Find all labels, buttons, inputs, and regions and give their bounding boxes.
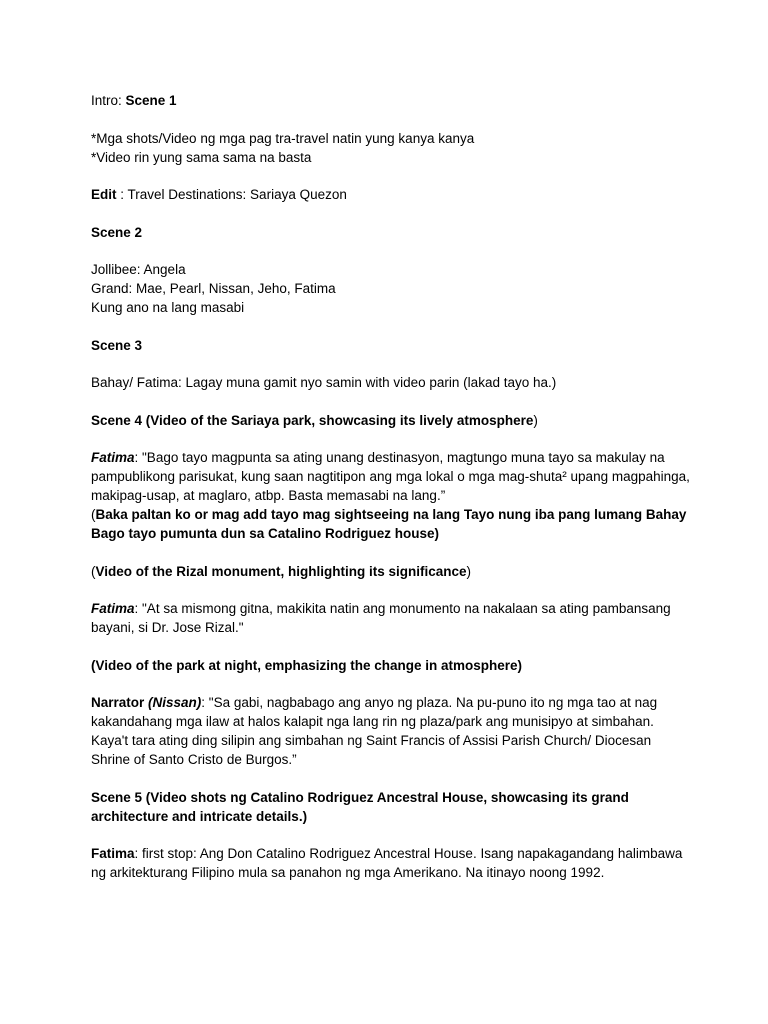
narrator-label: Narrator xyxy=(91,695,149,710)
document-page xyxy=(91,91,691,882)
intro-video-line: *Video rin yung sama sama na basta xyxy=(91,149,312,165)
scene2-line: Jollibee: Angela xyxy=(91,262,186,277)
edit-label: Edit xyxy=(91,187,117,202)
scene2-heading: Scene 2 xyxy=(91,224,143,240)
dialogue-text: : "At sa mismong gitna, makikita natin ang monumento na nakalaan sa ating pambansang bayani, si Dr. Jose Rizal." xyxy=(91,601,671,635)
cue-text: Video of the Rizal monument, highlighting its significance xyxy=(95,563,467,579)
dialogue-text: : "Bago tayo magpunta sa ating unang destinasyon, magtungo muna tayo sa makulay na pampublikong parisukat, kung saan nagtitipon ang mga lokal o mga mag-shuta² upang magpahinga, makipag-usap, at maglaro, atbp. Basta memasabi na lang.” xyxy=(91,450,690,503)
scene4-heading-text: Scene 4 (Video of the Sariaya park, showcasing its lively atmosphere xyxy=(91,412,534,428)
intro-line xyxy=(91,91,691,110)
cue-open: ( xyxy=(91,563,96,579)
scene3-line: Bahay/ Fatima: Lagay muna gamit nyo samin with video parin (lakad tayo ha.) xyxy=(91,375,557,390)
rizal-cue xyxy=(91,562,691,581)
speaker-name: Fatima xyxy=(91,601,135,616)
scene2-line: Grand: Mae, Pearl, Nissan, Jeho, Fatima xyxy=(91,281,336,296)
scene4-heading xyxy=(91,411,691,430)
dialogue-text: : first stop: Ang Don Catalino Rodriguez Ancestral House. Isang napakagandang halimbawa ng arkitekturang Filipino mula sa panahon ng mga Amerikano. Na itinayo noong 1992. xyxy=(91,846,683,880)
fatima-dialogue-3 xyxy=(91,844,691,882)
fatima-dialogue-1 xyxy=(91,448,691,505)
dialogue-text: : "Sa gabi, nagbabago ang anyo ng plaza. Na pu-puno ito ng mga tao at nag kakandahang mga ilaw at halos kalapit nga lang rin ng plaza/park ang munisipyo at simbahan. Kaya't tara ating ding silipin ang simbahan ng Saint Francis of Assisi Parish Church/ Diocesan Shrine of Santo Cristo de Burgos.” xyxy=(91,695,658,767)
night-cue: (Video of the park at night, emphasizing the change in atmosphere) xyxy=(91,657,523,673)
edit-line xyxy=(91,185,691,204)
fatima-dialogue-2 xyxy=(91,599,691,637)
intro-scene-heading: Scene 1 xyxy=(125,93,177,108)
speaker-name: Fatima xyxy=(91,846,135,861)
cue-close: ) xyxy=(466,563,472,579)
note-text: Baka paltan ko or mag add tayo mag sightseeing na lang Tayo nung iba pang lumang Bahay Bago tayo pumunta dun sa Catalino Rodriguez house) xyxy=(91,507,687,541)
narrator-name: (Nissan) xyxy=(148,695,202,710)
scene4-heading-close: ) xyxy=(533,412,538,428)
edit-text: : Travel Destinations: Sariaya Quezon xyxy=(116,187,347,202)
scene5-heading: Scene 5 (Video shots ng Catalino Rodriguez Ancestral House, showcasing its grand architecture and intricate details.) xyxy=(91,789,629,824)
narrator-dialogue xyxy=(91,693,691,769)
note-open: ( xyxy=(91,507,96,522)
intro-shots-line: *Mga shots/Video ng mga pag tra-travel natin yung kanya kanya xyxy=(91,130,475,146)
intro-label: Intro: xyxy=(91,93,126,108)
scene3-heading: Scene 3 xyxy=(91,337,143,353)
speaker-name: Fatima xyxy=(91,450,135,465)
scene4-note xyxy=(91,505,691,543)
scene2-line: Kung ano na lang masabi xyxy=(91,300,245,315)
